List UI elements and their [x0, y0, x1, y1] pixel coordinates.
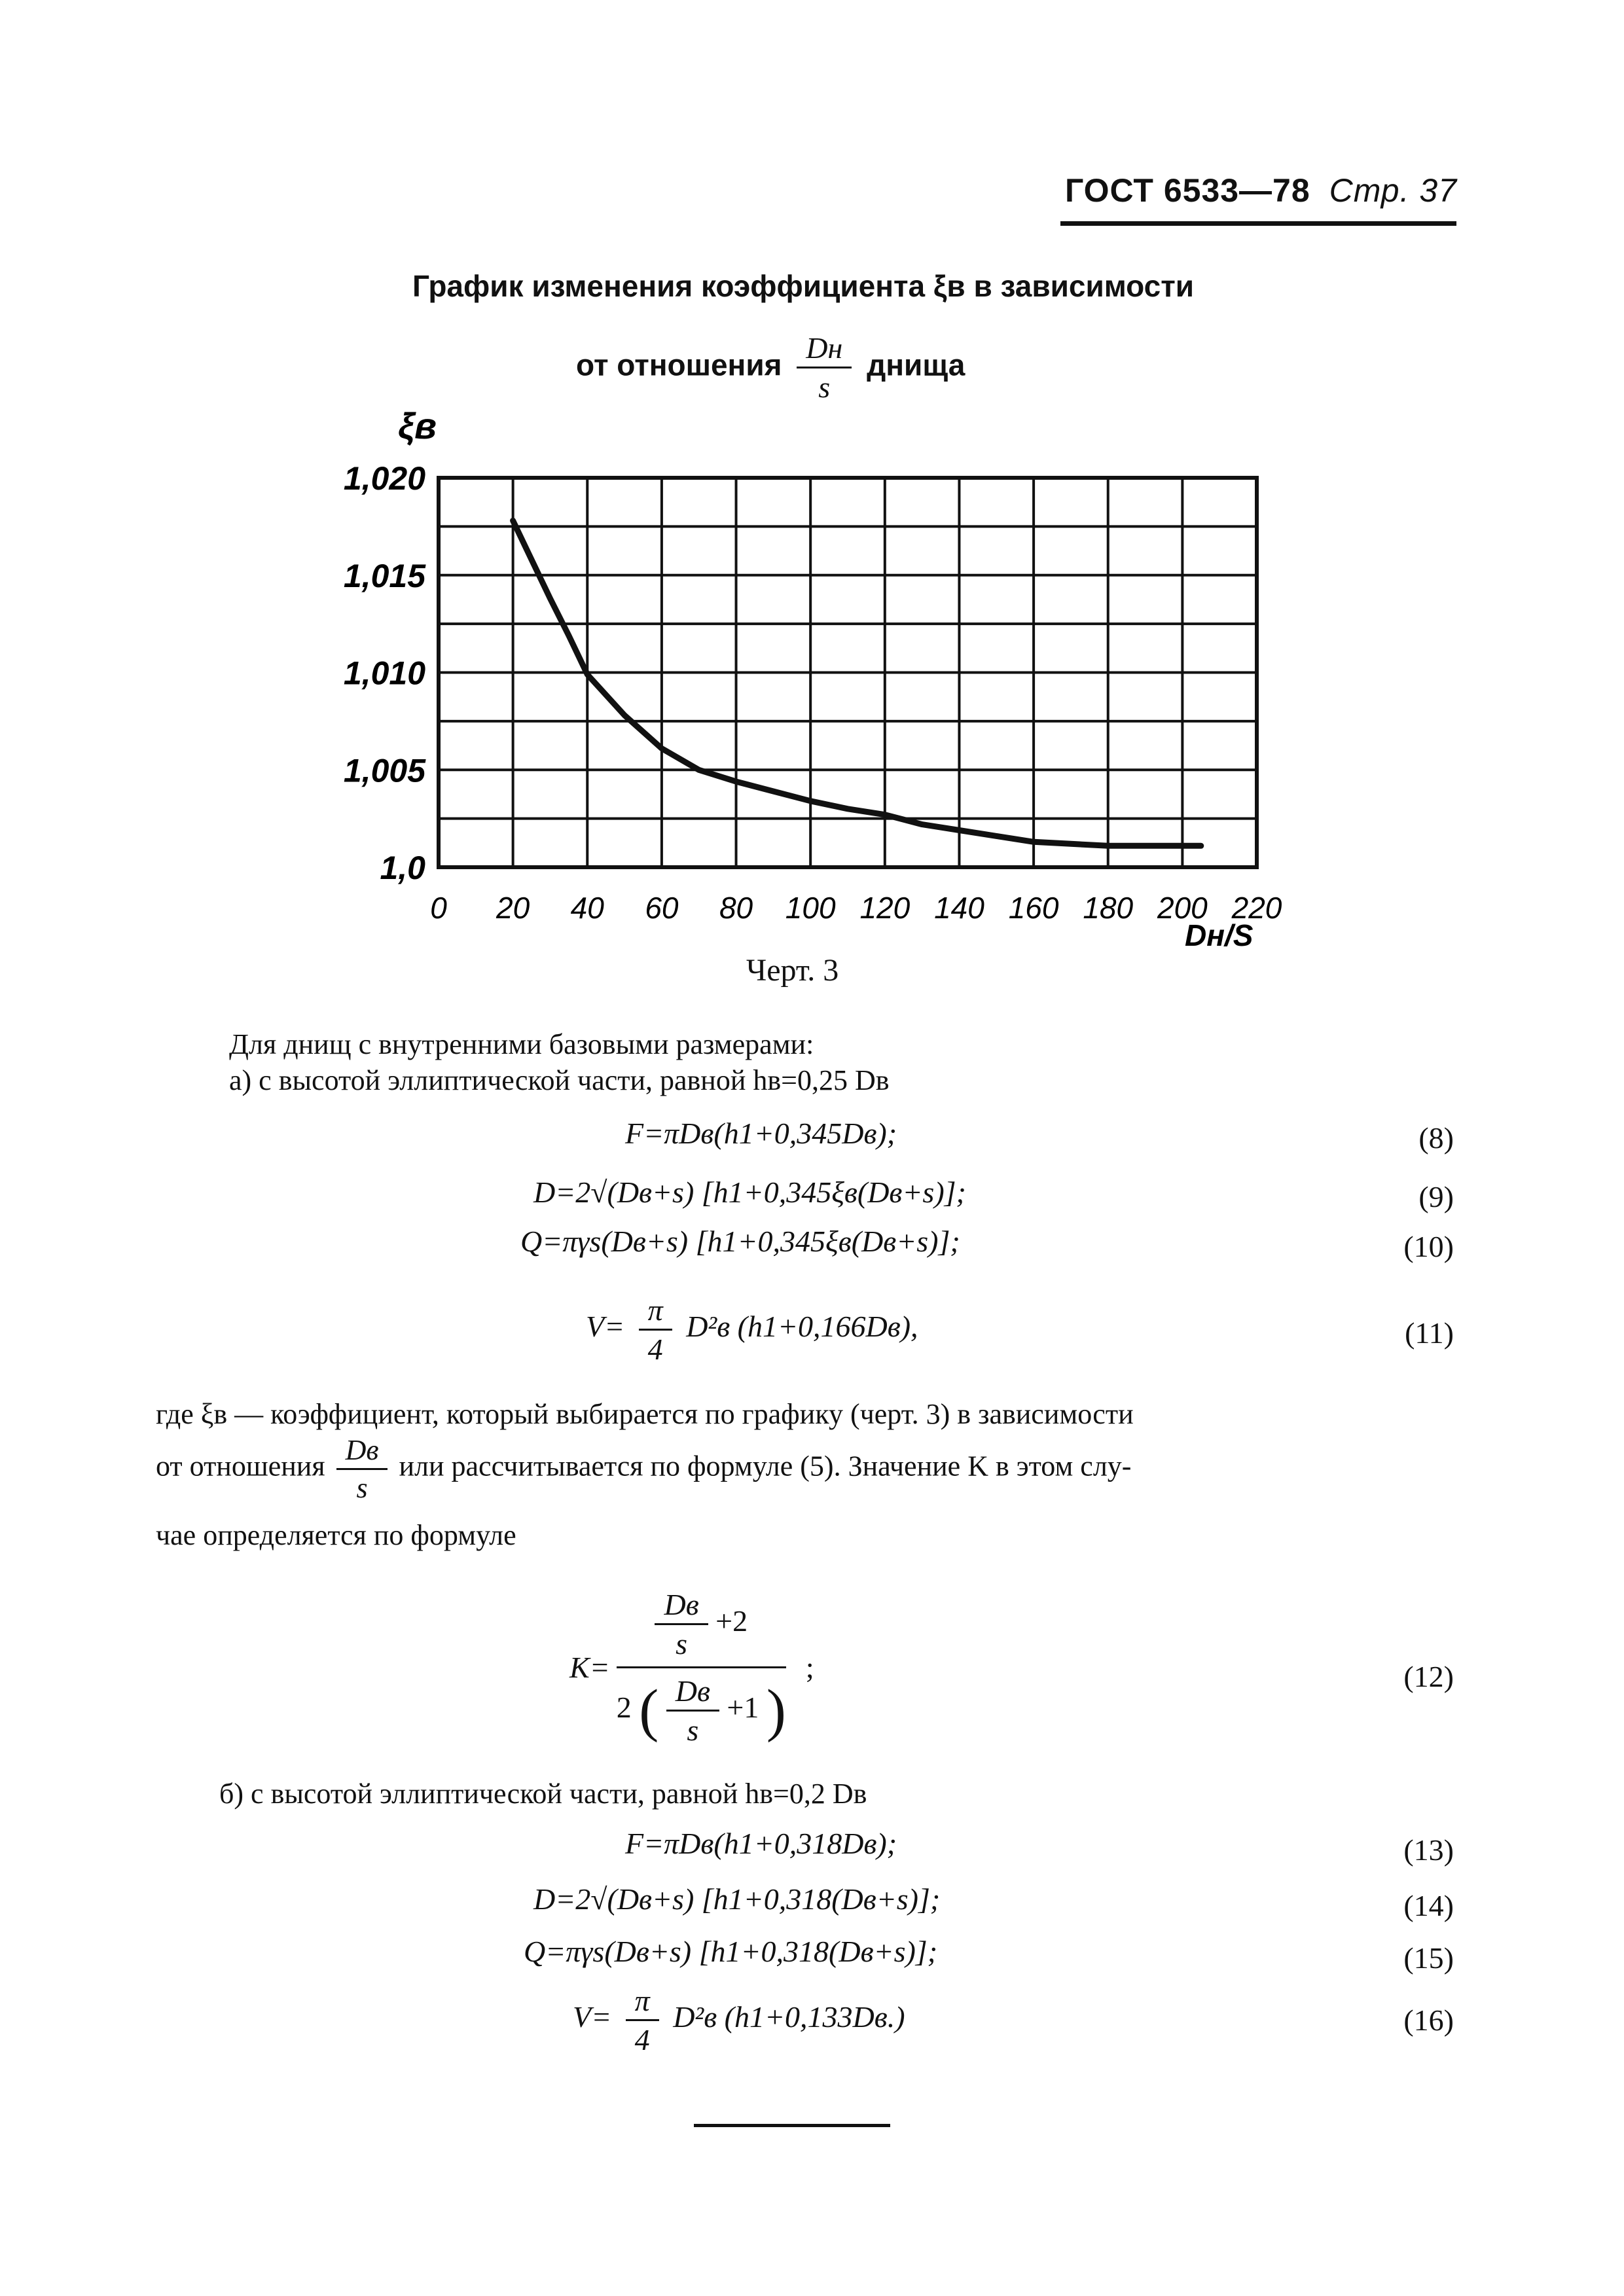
y-tick-label: 1,010 [343, 655, 425, 692]
formula-14: D=2√(Dв+s) [h1+0,318(Dв+s)]; [533, 1882, 941, 1916]
y-tick-label: 1,020 [343, 460, 425, 497]
y-axis-ticks [344, 460, 426, 886]
fraction-denominator: s [818, 370, 831, 404]
formula-12 [569, 1587, 814, 1748]
f12-semicolon: ; [805, 1651, 814, 1684]
eq-number-11: (11) [1405, 1316, 1454, 1350]
f12-main-fraction [617, 1587, 786, 1748]
f16-num: π [626, 1983, 659, 2021]
fraction-numerator: Dн [797, 331, 852, 368]
f12-lead: K= [569, 1651, 610, 1684]
x-tick-label: 160 [1008, 891, 1059, 925]
f11-lead: V= [586, 1310, 625, 1344]
x-tick-label: 120 [859, 891, 911, 925]
f12-bot-den: s [687, 1713, 699, 1747]
para2-fraction [336, 1433, 388, 1505]
f12-bot-plus: +1 [727, 1691, 759, 1725]
x-tick-label: 200 [1157, 891, 1208, 925]
formula-15: Q=πγs(Dв+s) [h1+0,318(Dв+s)]; [524, 1935, 938, 1968]
para-line-1: где ξв — коэффициент, который выбирается по графику (черт. 3) в зависимости [156, 1398, 1134, 1430]
para2-suffix: или рассчитывается по формуле (5). Значение K в этом слу- [399, 1450, 1132, 1482]
chart [343, 393, 1322, 969]
x-tick-label: 140 [934, 891, 984, 925]
f12-top-plus: +2 [715, 1604, 748, 1638]
f12-bot-frac [666, 1674, 719, 1748]
header-rule [1060, 221, 1456, 226]
x-tick-label: 0 [430, 891, 447, 925]
f16-den: 4 [634, 2023, 650, 2056]
para-line-3: чае определяется по формуле [156, 1519, 516, 1551]
eq-number-15: (15) [1403, 1941, 1454, 1975]
y-tick-label: 1,015 [343, 557, 425, 594]
eq-number-10: (10) [1403, 1230, 1454, 1263]
para2-den: s [356, 1472, 368, 1504]
eq-number-14: (14) [1403, 1889, 1454, 1922]
page-number: Стр. 37 [1329, 172, 1457, 209]
f16-tail: D²в (h1+0,133Dв.) [673, 2000, 905, 2034]
x-tick-label: 80 [719, 891, 753, 925]
f12-bot-two: 2 [616, 1691, 632, 1725]
f16-fraction [626, 1983, 659, 2057]
item-a: а) с высотой эллиптической части, равной hв=0,25 Dв [229, 1064, 890, 1096]
formula-9: D=2√(Dв+s) [h1+0,345ξв(Dв+s)]; [533, 1175, 966, 1209]
eq-number-8: (8) [1418, 1121, 1454, 1155]
x-tick-label: 220 [1231, 891, 1282, 925]
chart-title-suffix: днища [867, 348, 965, 382]
f12-top-frac [655, 1587, 708, 1661]
f12-bot-lparen: ( [639, 1678, 659, 1743]
f12-top-num: Dв [655, 1587, 708, 1625]
formula-8: F=πDв(h1+0,345Dв); [625, 1117, 897, 1150]
item-b: б) с высотой эллиптической части, равной hв=0,2 Dв [219, 1778, 867, 1810]
eq-number-13: (13) [1403, 1833, 1454, 1867]
eq-number-9: (9) [1418, 1180, 1454, 1213]
para2-num: Dв [336, 1433, 388, 1470]
f11-den: 4 [647, 1333, 663, 1366]
x-tick-label: 60 [645, 891, 679, 925]
f12-top-den: s [676, 1627, 688, 1660]
y-tick-label: 1,0 [380, 850, 425, 886]
x-tick-label: 180 [1083, 891, 1134, 925]
f12-bot-rparen: ) [766, 1678, 786, 1743]
y-tick-label: 1,005 [343, 752, 425, 789]
x-axis-label: Dн/S [1185, 918, 1254, 952]
para2-prefix: от отношения [156, 1450, 325, 1482]
x-tick-label: 100 [785, 891, 836, 925]
f11-num: π [639, 1293, 672, 1331]
f12-bot-num: Dв [666, 1674, 719, 1712]
eq-number-12: (12) [1403, 1660, 1454, 1693]
formula-16 [573, 1983, 905, 2057]
eq-number-16: (16) [1403, 2003, 1454, 2037]
chart-title-line1: График изменения коэффициента ξв в зависимости [412, 269, 1195, 303]
x-tick-label: 20 [496, 891, 530, 925]
formula-11 [586, 1293, 918, 1367]
gost-number: ГОСТ 6533—78 [1064, 172, 1310, 209]
para-line-2 [156, 1433, 1465, 1505]
intro-text: Для днищ с внутренними базовыми размерами: [229, 1028, 814, 1060]
f12-numerator [617, 1587, 786, 1668]
x-axis-ticks [430, 891, 1282, 925]
chart-caption: Черт. 3 [746, 953, 839, 988]
formula-10: Q=πγs(Dв+s) [h1+0,345ξв(Dв+s)]; [520, 1225, 960, 1258]
f16-lead: V= [573, 2000, 612, 2034]
formula-13: F=πDв(h1+0,318Dв); [625, 1827, 897, 1860]
x-tick-label: 40 [570, 891, 604, 925]
footer-rule [694, 2124, 890, 2127]
chart-title-prefix: от отношения [576, 348, 782, 382]
chart-series-line [513, 520, 1201, 846]
f11-fraction [639, 1293, 672, 1367]
f11-tail: D²в (h1+0,166Dв), [686, 1310, 918, 1344]
y-axis-label: ξв [398, 405, 437, 446]
f12-denominator [617, 1668, 786, 1748]
page-header [1065, 171, 1457, 209]
